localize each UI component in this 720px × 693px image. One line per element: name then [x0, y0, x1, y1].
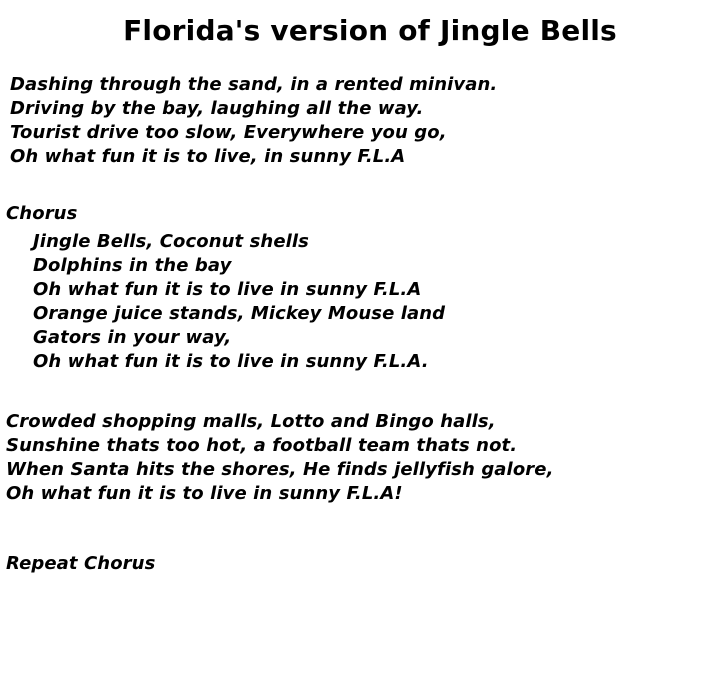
lyric-line: Orange juice stands, Mickey Mouse land: [33, 303, 446, 324]
lyric-line: Oh what fun it is to live in sunny F.L.A.: [33, 351, 429, 372]
lyric-line: Dolphins in the bay: [33, 255, 232, 276]
lyric-line: Dashing through the sand, in a rented minivan.: [10, 74, 498, 95]
lyric-line: Sunshine thats too hot, a football team thats not.: [6, 435, 518, 456]
lyric-line: Oh what fun it is to live in sunny F.L.A: [33, 279, 422, 300]
chorus-heading: Chorus: [6, 203, 78, 224]
lyric-line: When Santa hits the shores, He finds jellyfish galore,: [6, 459, 554, 480]
verse-2: [6, 410, 554, 506]
lyric-line: Oh what fun it is to live, in sunny F.L.A: [10, 146, 406, 167]
lyric-line: Crowded shopping malls, Lotto and Bingo halls,: [6, 411, 496, 432]
lyric-line: Driving by the bay, laughing all the way.: [10, 98, 424, 119]
page-title: Florida's version of Jingle Bells: [123, 14, 617, 47]
chorus: [33, 230, 445, 374]
verse-1: [10, 73, 497, 169]
lyric-line: Jingle Bells, Coconut shells: [33, 231, 309, 252]
repeat-chorus-label: Repeat Chorus: [6, 553, 156, 574]
lyric-line: Tourist drive too slow, Everywhere you go,: [10, 122, 447, 143]
lyric-line: Gators in your way,: [33, 327, 232, 348]
lyric-line: Oh what fun it is to live in sunny F.L.A!: [6, 483, 403, 504]
